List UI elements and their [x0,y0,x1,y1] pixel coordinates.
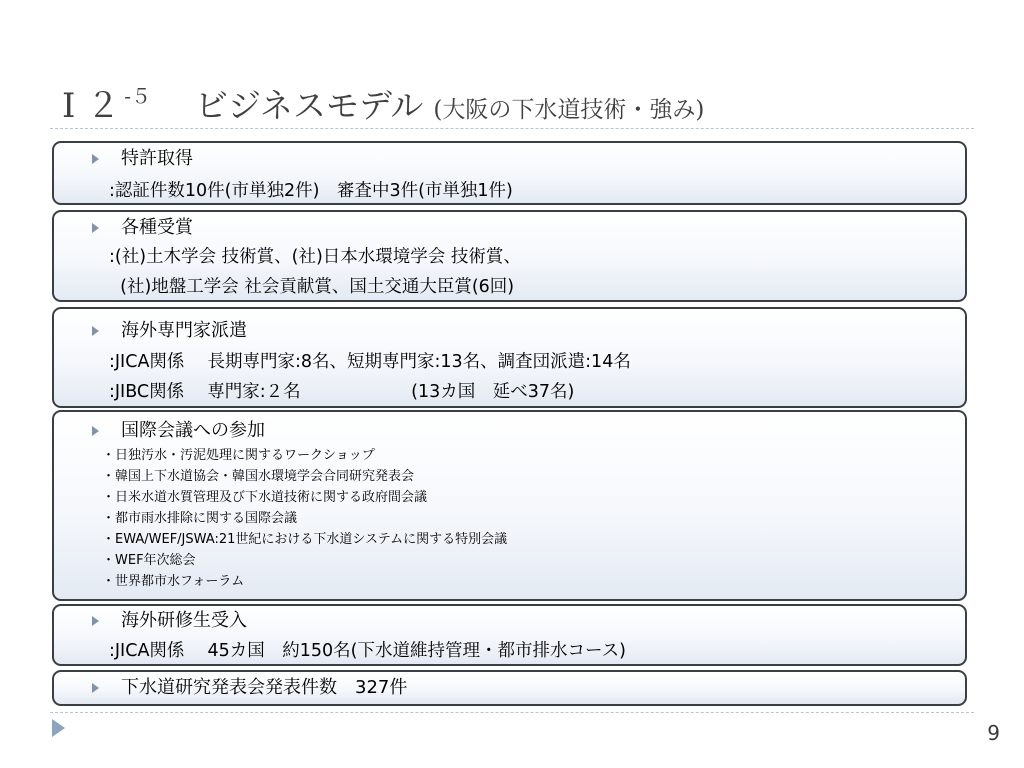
title-superscript: -５ [124,84,152,108]
list-item: ・世界都市水フォーラム [102,574,245,589]
section-heading [92,608,247,634]
section-line: :認証件数10件(市単独2件) 審査中3件(市単独1件) [109,181,513,201]
section-line: :JIBC関係 専門家:２名 (13カ国 延べ37名) [109,382,575,402]
title-number: Ⅰ ２ [62,86,121,126]
section-title: 海外研修生受入 [121,610,247,631]
bullet-arrow-icon [92,683,99,693]
section-line: :(社)土木学会 技術賞、(社)日本水環境学会 技術賞、 [109,247,521,267]
section-heading [92,418,265,444]
section-heading [92,215,193,241]
bullet-arrow-icon [92,326,99,336]
list-item: ・韓国上下水道協会・韓国水環境学会合同研究発表会 [102,469,415,484]
bullet-arrow-icon [92,616,99,626]
top-divider [50,128,974,129]
section-line: :JICA関係 45カ国 約150名(下水道維持管理・都市排水コース) [109,641,626,661]
list-item: ・都市雨水排除に関する国際会議 [102,511,298,526]
section-awards [52,210,967,302]
list-item: ・日独汚水・汚泥処理に関するワークショップ [102,448,375,463]
triangle-right-icon[interactable] [52,719,65,737]
page-number: 9 [987,721,1000,745]
bullet-arrow-icon [92,223,99,233]
list-item: ・EWA/WEF/JSWA:21世紀における下水道システムに関する特別会議 [102,532,508,547]
section-heading [92,675,407,701]
section-trainees [52,604,967,666]
bullet-arrow-icon [92,154,99,164]
section-line: :JICA関係 長期専門家:8名、短期専門家:13名、調査団派遣:14名 [109,352,631,372]
section-international-conferences [52,410,967,601]
section-title: 特許取得 [121,148,193,169]
section-heading [92,146,193,172]
bullet-arrow-icon [92,426,99,436]
section-title: 各種受賞 [121,217,193,238]
section-patents [52,141,967,205]
section-research-presentations [52,670,967,706]
section-title: 国際会議への参加 [121,420,265,441]
section-line: (社)地盤工学会 社会貢献賞、国土交通大臣賞(6回) [109,277,515,297]
title-main: ビジネスモデル [195,86,424,125]
bottom-divider [50,712,974,713]
section-title: 下水道研究発表会発表件数 327件 [121,677,408,698]
list-item: ・WEF年次総会 [102,553,196,568]
section-heading [92,318,247,344]
section-title: 海外専門家派遣 [121,320,247,341]
section-overseas-experts [52,307,967,408]
title-subtitle: (大阪の下水道技術・強み) [433,97,705,123]
list-item: ・日米水道水質管理及び下水道技術に関する政府間会議 [102,490,428,505]
slide-title [62,78,705,126]
